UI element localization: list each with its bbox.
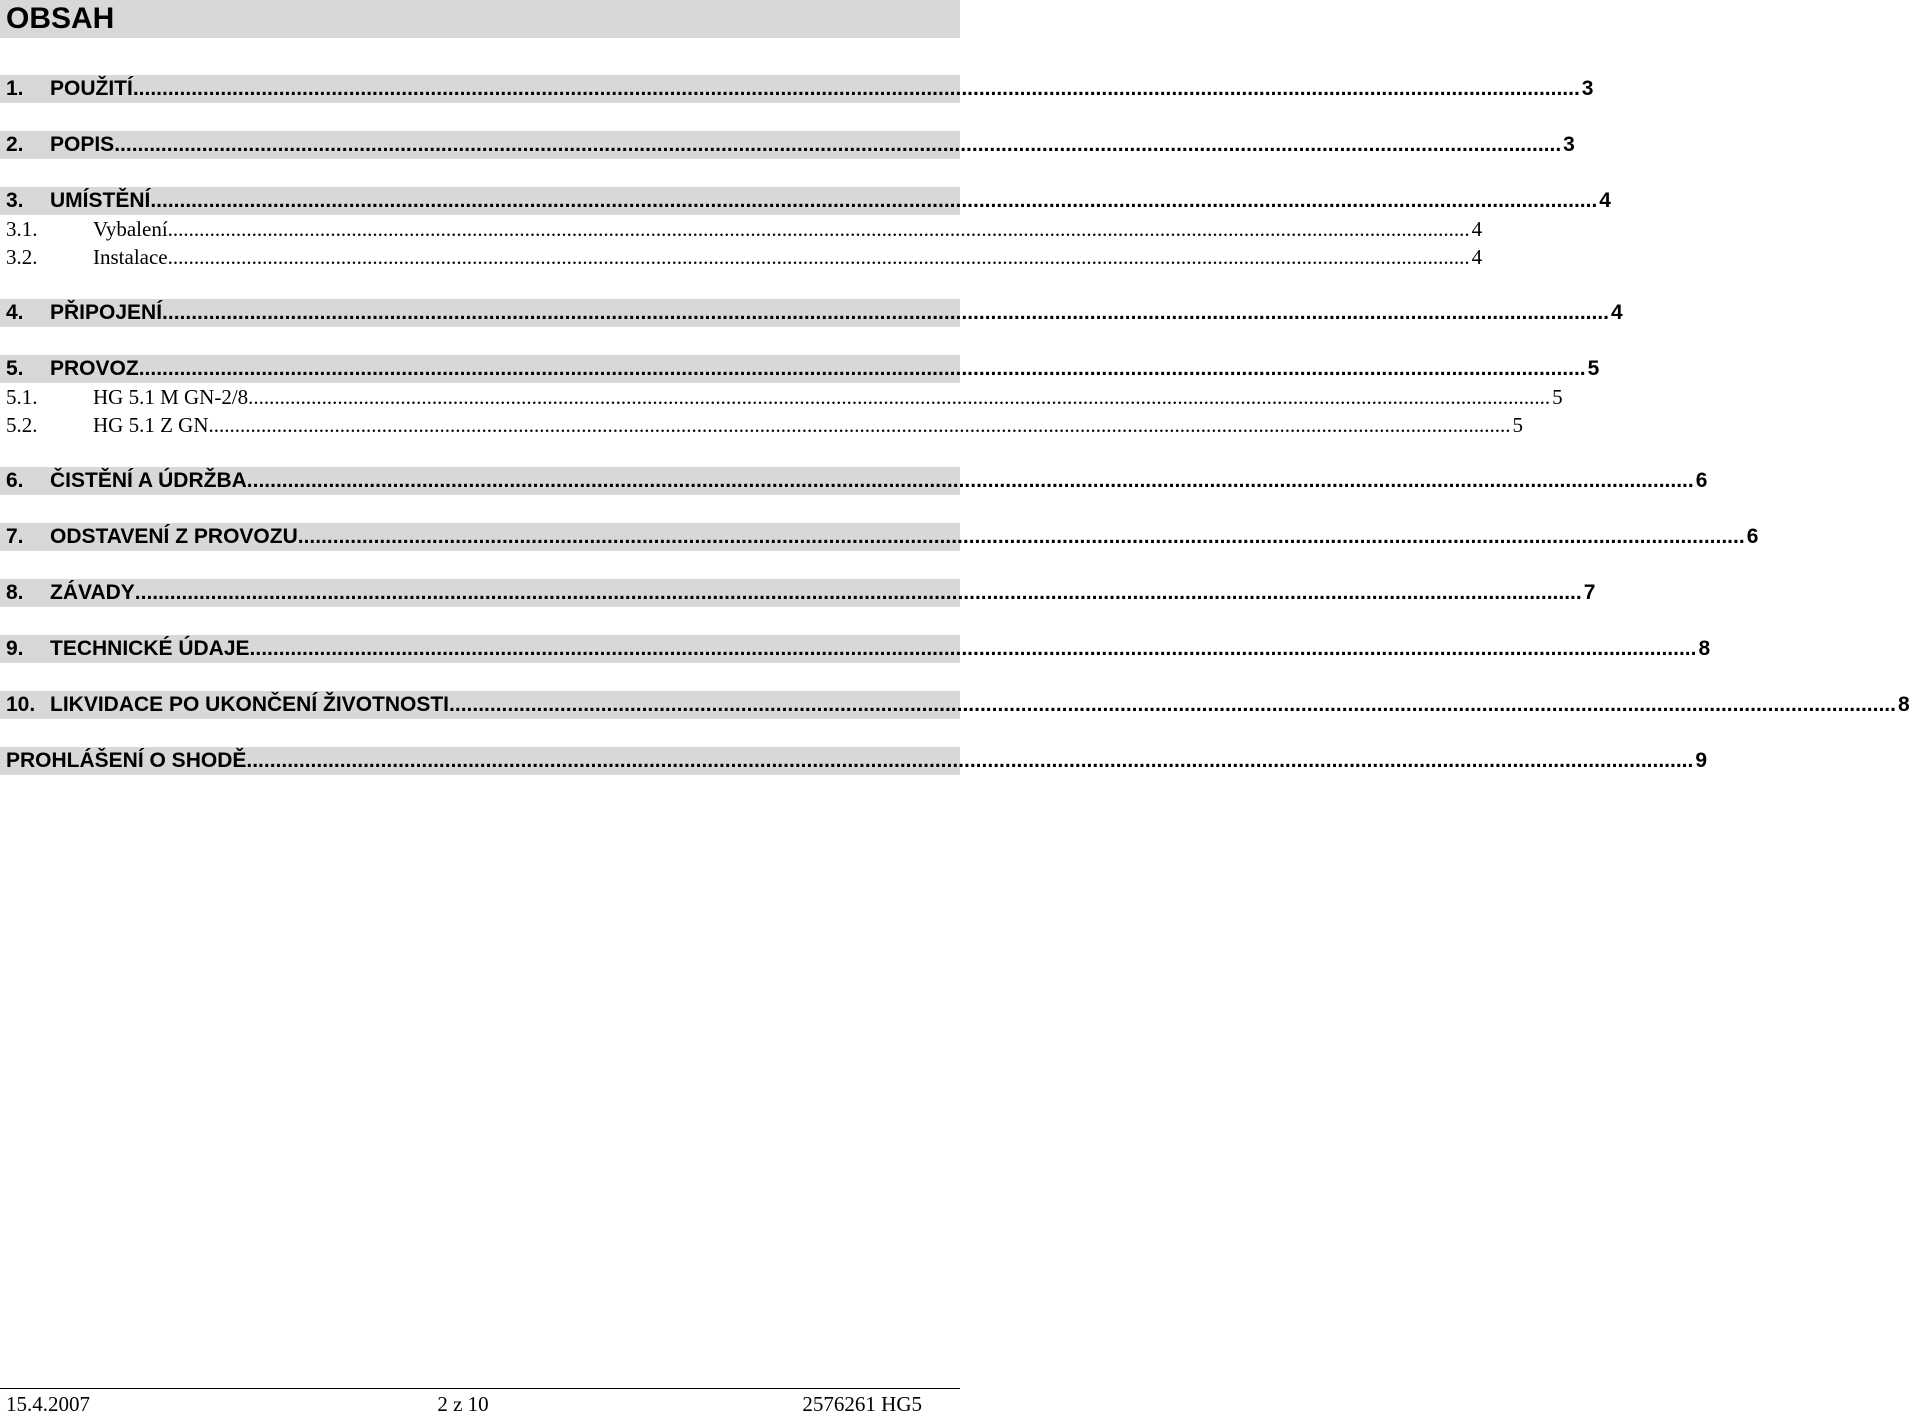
toc-entry-number: 3.: [6, 189, 24, 212]
toc-entry-title: PŘIPOJENÍ: [50, 301, 163, 324]
toc-entry-title: UMÍSTĚNÍ: [50, 189, 151, 212]
footer-divider: [0, 1388, 960, 1389]
toc-entry-technicke-udaje[interactable]: [0, 635, 1711, 663]
toc-entry-title: POUŽITÍ: [50, 77, 133, 100]
toc-entry-hg51m[interactable]: [0, 383, 1563, 411]
toc-entry-page: 6: [1746, 525, 1759, 548]
toc-entry-title: ČISTĚNÍ A ÚDRŽBA: [50, 469, 247, 492]
toc-entry-number: 5.1.: [6, 385, 38, 409]
toc-entry-page: 3: [1581, 77, 1594, 100]
toc-entry-hg51z[interactable]: [0, 411, 1523, 439]
toc-entry-number: 10.: [6, 693, 36, 716]
toc-entry-popis[interactable]: [0, 131, 1575, 159]
toc-entry-instalace[interactable]: [0, 243, 1483, 271]
toc-entry-number: 2.: [6, 133, 24, 156]
toc-entry-title: HG 5.1 Z GN: [93, 413, 209, 437]
toc-entry-title: TECHNICKÉ ÚDAJE: [50, 637, 250, 660]
toc-leader-dots: ........................................................................................................................................................................................................................................................: [150, 189, 1598, 212]
toc-entry-title: PROHLÁŠENÍ O SHODĚ: [6, 749, 247, 772]
toc-entry-page: 5: [1512, 413, 1523, 437]
footer-document-id: 2576261 HG5: [802, 1392, 922, 1416]
toc-entry-title: PROVOZ: [50, 357, 139, 380]
toc-entry-prohlaseni[interactable]: [0, 747, 1708, 775]
toc-entry-page: 5: [1552, 385, 1563, 409]
toc-entry-page: 5: [1587, 357, 1600, 380]
toc-entry-umisteni[interactable]: [0, 187, 1611, 215]
page-footer: [0, 1391, 960, 1417]
toc-leader-dots: ........................................................................................................................................................................................................................................................: [249, 637, 1697, 660]
toc-entry-page: 8: [1897, 693, 1910, 716]
toc-leader-dots: ........................................................................................................................................................................................................................................................: [162, 301, 1609, 324]
toc-leader-dots: ........................................................................................................................................................................................................................................................: [167, 245, 1470, 269]
toc-entry-pripojeni[interactable]: [0, 299, 1623, 327]
toc-entry-number: 7.: [6, 525, 24, 548]
toc-entry-number: 3.1.: [6, 217, 38, 241]
toc-entry-zavady[interactable]: [0, 579, 1596, 607]
footer-page-number: 2 z 10: [437, 1392, 489, 1416]
toc-entry-title: ODSTAVENÍ Z PROVOZU: [50, 525, 298, 548]
toc-leader-dots: ........................................................................................................................................................................................................................................................: [134, 581, 1582, 604]
toc-leader-dots: ........................................................................................................................................................................................................................................................: [246, 469, 1694, 492]
toc-entry-odstaveni[interactable]: [0, 523, 1759, 551]
toc-entry-likvidace[interactable]: [0, 691, 1910, 719]
toc-entry-number: 9.: [6, 637, 24, 660]
toc-leader-dots: ........................................................................................................................................................................................................................................................: [449, 693, 1896, 716]
toc-leader-dots: ........................................................................................................................................................................................................................................................: [246, 749, 1694, 772]
toc-entry-cisteni[interactable]: [0, 467, 1708, 495]
toc-entry-title: Instalace: [93, 245, 168, 269]
toc-entry-number: 1.: [6, 77, 24, 100]
footer-date: 15.4.2007: [6, 1392, 90, 1416]
toc-entry-page: 4: [1471, 245, 1483, 269]
toc-entry-page: 9: [1695, 749, 1708, 772]
toc-entry-page: 3: [1563, 133, 1575, 156]
toc-entry-number: 8.: [6, 581, 24, 604]
toc-entry-page: 4: [1471, 217, 1483, 241]
toc-entry-title: HG 5.1 M GN-2/8: [93, 385, 249, 409]
toc-entry-number: 5.: [6, 357, 24, 380]
toc-entry-provoz[interactable]: [0, 355, 1600, 383]
toc-entry-pouziti[interactable]: [0, 75, 1594, 103]
toc-entry-title: ZÁVADY: [50, 581, 135, 604]
toc-entry-page: 7: [1583, 581, 1596, 604]
toc-leader-dots: ........................................................................................................................................................................................................................................................: [138, 357, 1586, 380]
toc-entry-number: 6.: [6, 469, 24, 492]
toc-entry-page: 8: [1698, 637, 1711, 660]
toc-leader-dots: ........................................................................................................................................................................................................................................................: [167, 217, 1470, 241]
toc-entry-page: 6: [1695, 469, 1708, 492]
toc-entry-page: 4: [1611, 301, 1623, 324]
toc-heading: OBSAH: [0, 0, 960, 38]
toc-entry-number: 3.2.: [6, 245, 38, 269]
toc-entry-title: Vybalení: [93, 217, 168, 241]
toc-entry-number: 5.2.: [6, 413, 38, 437]
toc-leader-dots: ........................................................................................................................................................................................................................................................: [114, 133, 1562, 156]
toc-entry-page: 4: [1599, 189, 1611, 212]
toc-entry-title: POPIS: [50, 133, 115, 156]
toc-entry-title: LIKVIDACE PO UKONČENÍ ŽIVOTNOSTI: [50, 693, 450, 716]
toc-leader-dots: ........................................................................................................................................................................................................................................................: [208, 413, 1511, 437]
toc-entry-vybaleni[interactable]: [0, 215, 1483, 243]
toc-leader-dots: ........................................................................................................................................................................................................................................................: [248, 385, 1551, 409]
toc-leader-dots: ........................................................................................................................................................................................................................................................: [132, 77, 1580, 100]
toc-leader-dots: ........................................................................................................................................................................................................................................................: [297, 525, 1745, 548]
toc-entry-number: 4.: [6, 301, 24, 324]
